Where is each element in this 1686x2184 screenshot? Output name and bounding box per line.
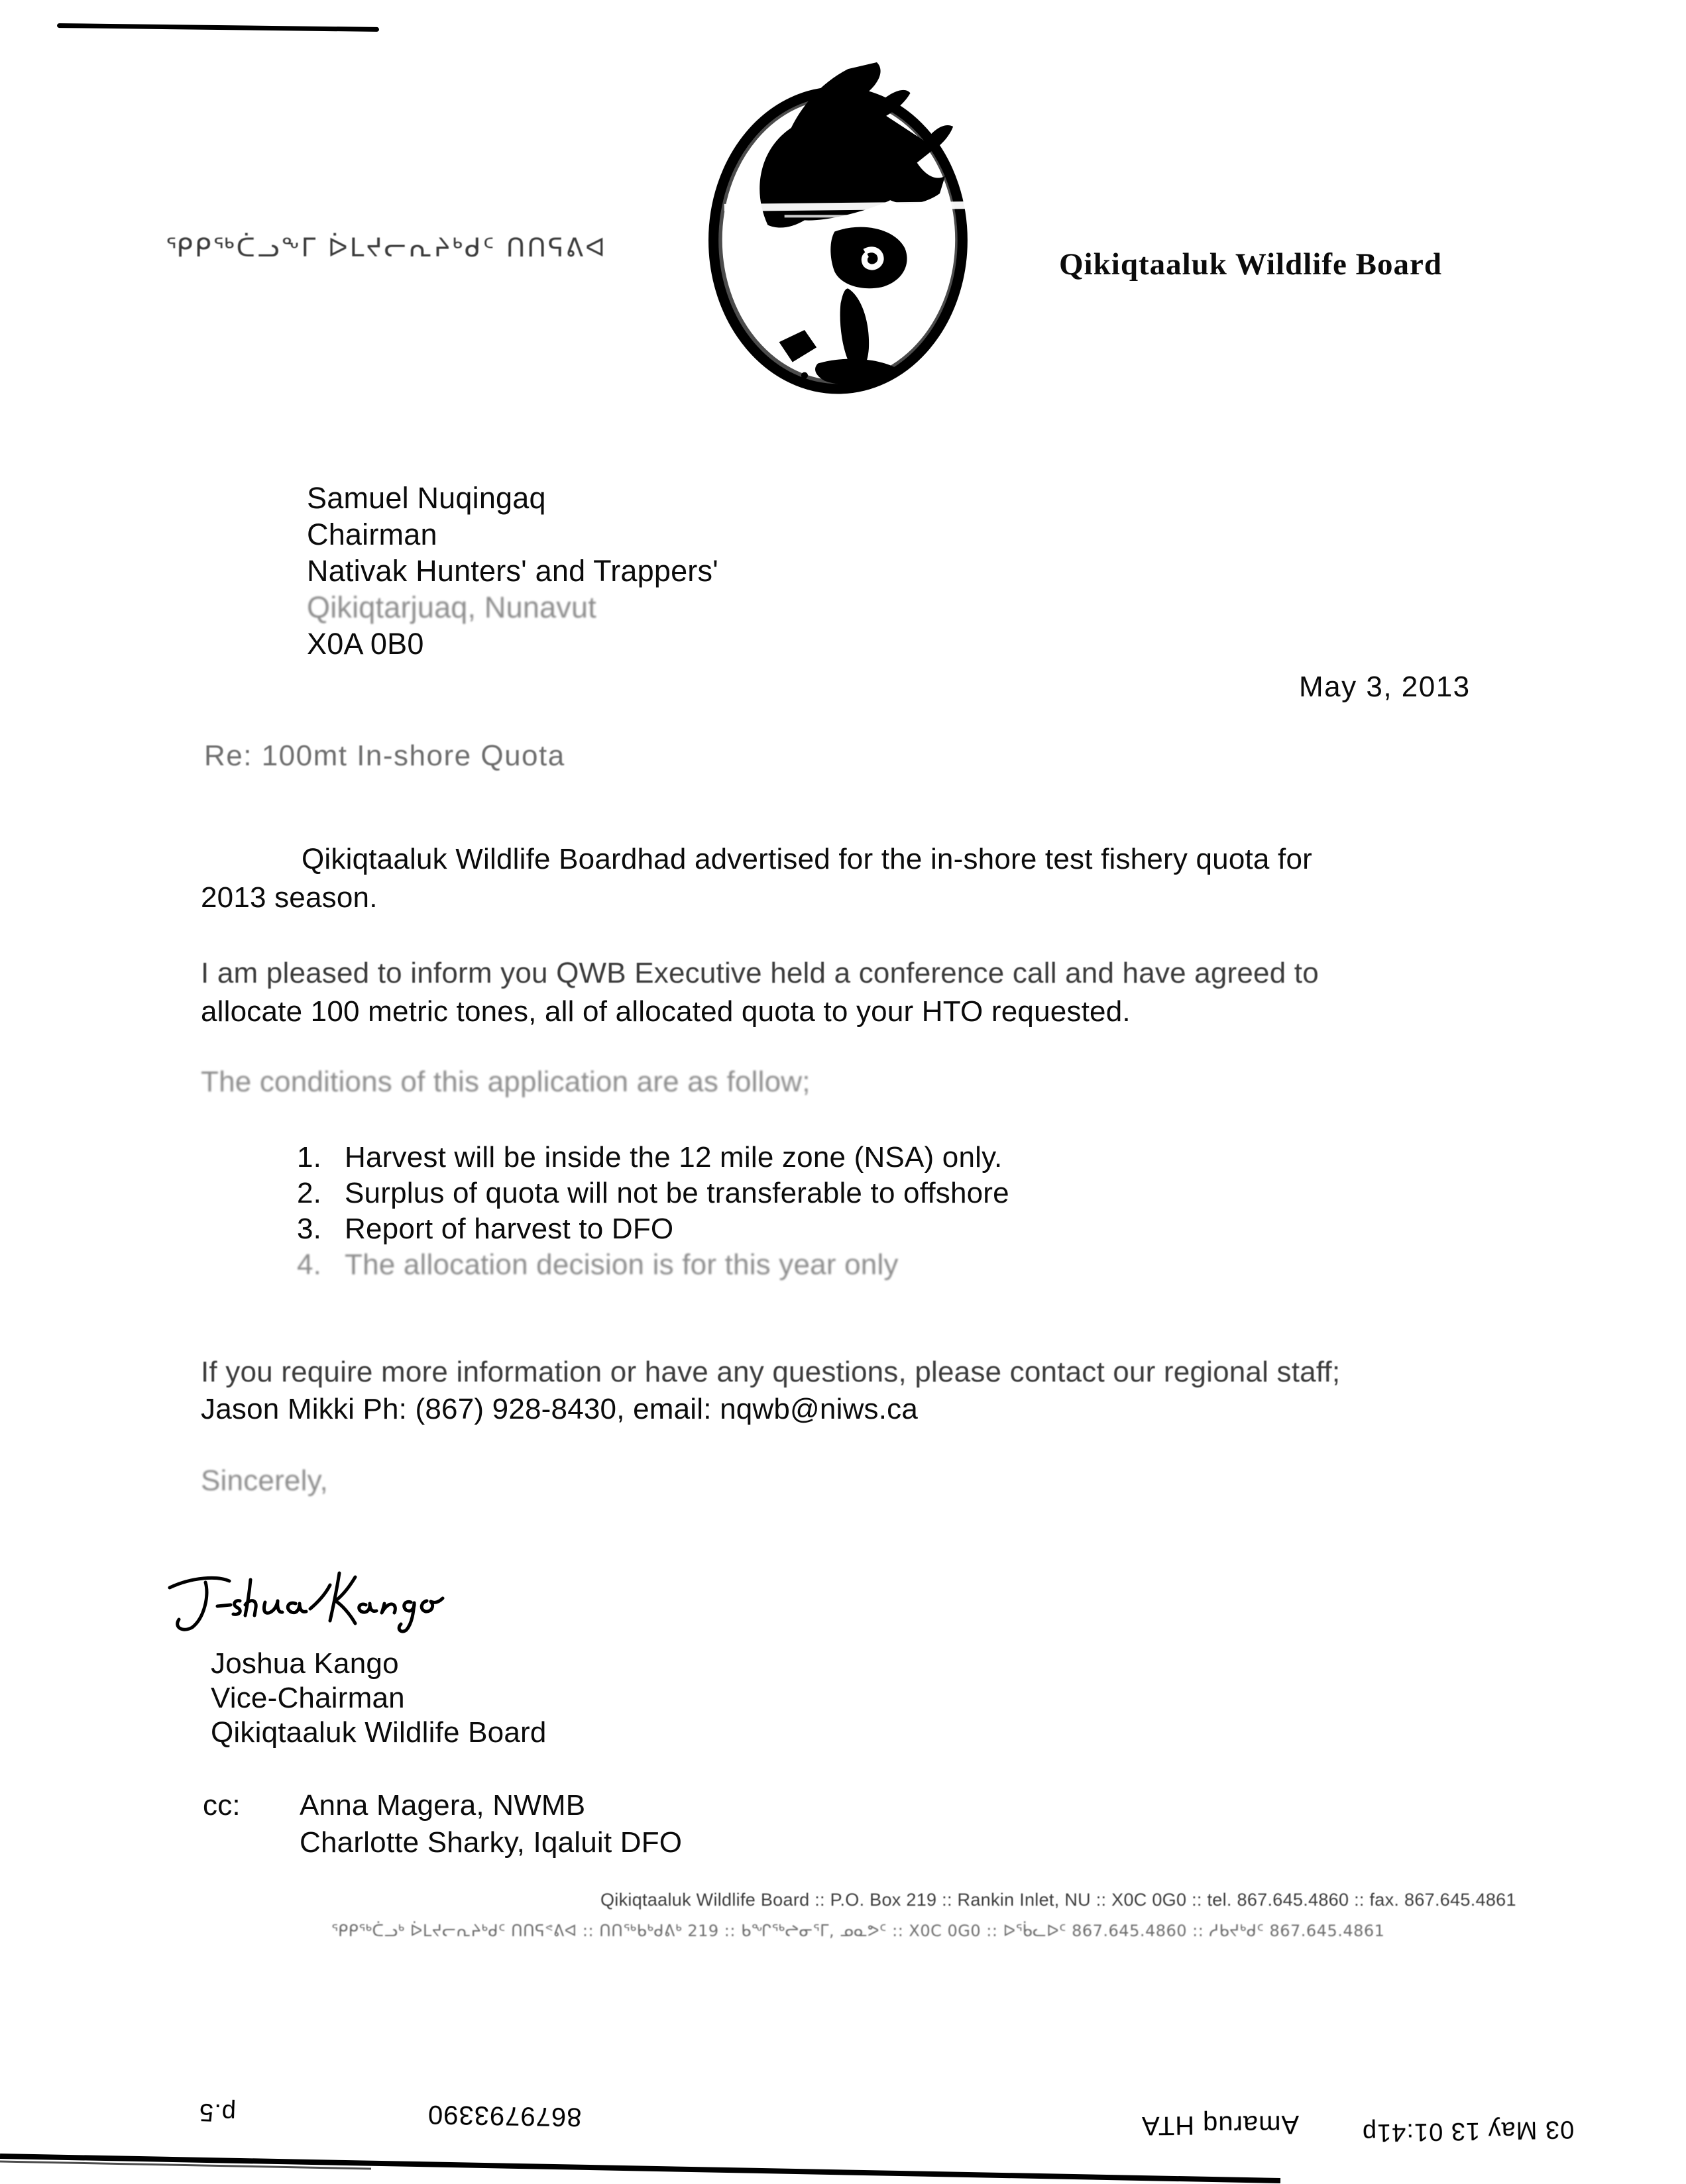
recipient-postal-code: X0A 0B0 xyxy=(307,627,424,661)
closing-sincerely: Sincerely, xyxy=(201,1464,328,1497)
signer-title: Vice-Chairman xyxy=(211,1682,405,1714)
recipient-name: Samuel Nuqingaq xyxy=(307,481,546,515)
fax-stamp-sender: Amaruq HTA xyxy=(1141,2109,1300,2141)
condition-4-text: The allocation decision is for this year only xyxy=(345,1248,899,1281)
paragraph2-line2: allocate 100 metric tones, all of allocated quota to your HTO requested. xyxy=(201,995,1131,1028)
cc-entry-1: Anna Magera, NWMB xyxy=(300,1789,586,1822)
recipient-title: Chairman xyxy=(307,518,437,551)
signature-joshua-kango xyxy=(164,1565,469,1642)
cc-entry-2: Charlotte Sharky, Iqaluit DFO xyxy=(300,1826,683,1859)
paragraph1-line2: 2013 season. xyxy=(201,881,378,914)
condition-3-text: Report of harvest to DFO xyxy=(345,1213,674,1245)
fax-stamp-page-number: p.5 xyxy=(198,2098,237,2127)
subject-line: Re: 100mt In-shore Quota xyxy=(204,739,565,772)
scan-artifact-line-bottom xyxy=(0,2147,1686,2184)
letterhead-inuktitut-title: ᕿᑭᖅᑖᓗᖕᒥ ᐆᒪᔪᓕᕆᔨᒃᑯᑦ ᑎᑎᕋᕕᐊ xyxy=(166,233,608,263)
letter-date: May 3, 2013 xyxy=(1299,671,1471,703)
condition-2-number: 2. xyxy=(297,1177,322,1209)
conditions-intro: The conditions of this application are as follow; xyxy=(201,1065,811,1098)
qwb-logo xyxy=(704,61,979,396)
footer-contact-english: Qikiqtaaluk Wildlife Board :: P.O. Box 219 :: Rankin Inlet, NU :: X0C 0G0 :: tel. 867.645.4860 :: fax. 867.645.4861 xyxy=(600,1890,1516,1910)
contact-line1: If you require more information or have any questions, please contact our regional staff; xyxy=(201,1356,1341,1388)
footer-contact-inuktitut: ᕿᑭᖅᑖᓗᒃ ᐆᒪᔪᓕᕆᔨᒃᑯᑦ ᑎᑎᕋᕝᕕᐊ :: ᑎᑎᖅᑲᒃᑯᕕᒃ 219 :: ᑲᖏᖅᖠᓂᕐᒥ, ᓄᓇᕗᑦ :: X0C 0G0 :: ᐅᖄᓚᐅᑦ 867.645.4860 :: ᓱᑲᔪᒃᑯᑦ 867.645.4861 xyxy=(331,1922,1385,1940)
signer-organization: Qikiqtaaluk Wildlife Board xyxy=(211,1716,547,1749)
condition-4-number: 4. xyxy=(297,1248,322,1281)
condition-2-text: Surplus of quota will not be transferable to offshore xyxy=(345,1177,1009,1209)
condition-3-number: 3. xyxy=(297,1213,322,1245)
scan-artifact-line-top xyxy=(57,23,379,32)
contact-line2: Jason Mikki Ph: (867) 928-8430, email: nqwb@niws.ca xyxy=(201,1393,919,1425)
paragraph2-line1: I am pleased to inform you QWB Executive held a conference call and have agreed to xyxy=(201,957,1319,989)
letterhead-org-name: Qikiqtaaluk Wildlife Board xyxy=(1059,247,1442,282)
condition-1-text: Harvest will be inside the 12 mile zone (NSA) only. xyxy=(345,1141,1003,1174)
fax-stamp-timestamp: 03 May 13 01:41p xyxy=(1361,2115,1575,2147)
cc-label: cc: xyxy=(203,1789,241,1822)
fax-stamp-fax-number: 8679793390 xyxy=(427,2099,582,2132)
signer-name: Joshua Kango xyxy=(211,1647,399,1680)
recipient-location: Qikiqtarjuaq, Nunavut xyxy=(307,590,596,624)
condition-1-number: 1. xyxy=(297,1141,322,1174)
paragraph1-line1: Qikiqtaaluk Wildlife Boardhad advertised for the in-shore test fishery quota for xyxy=(302,843,1312,875)
recipient-organization: Nativak Hunters' and Trappers' xyxy=(307,554,718,588)
